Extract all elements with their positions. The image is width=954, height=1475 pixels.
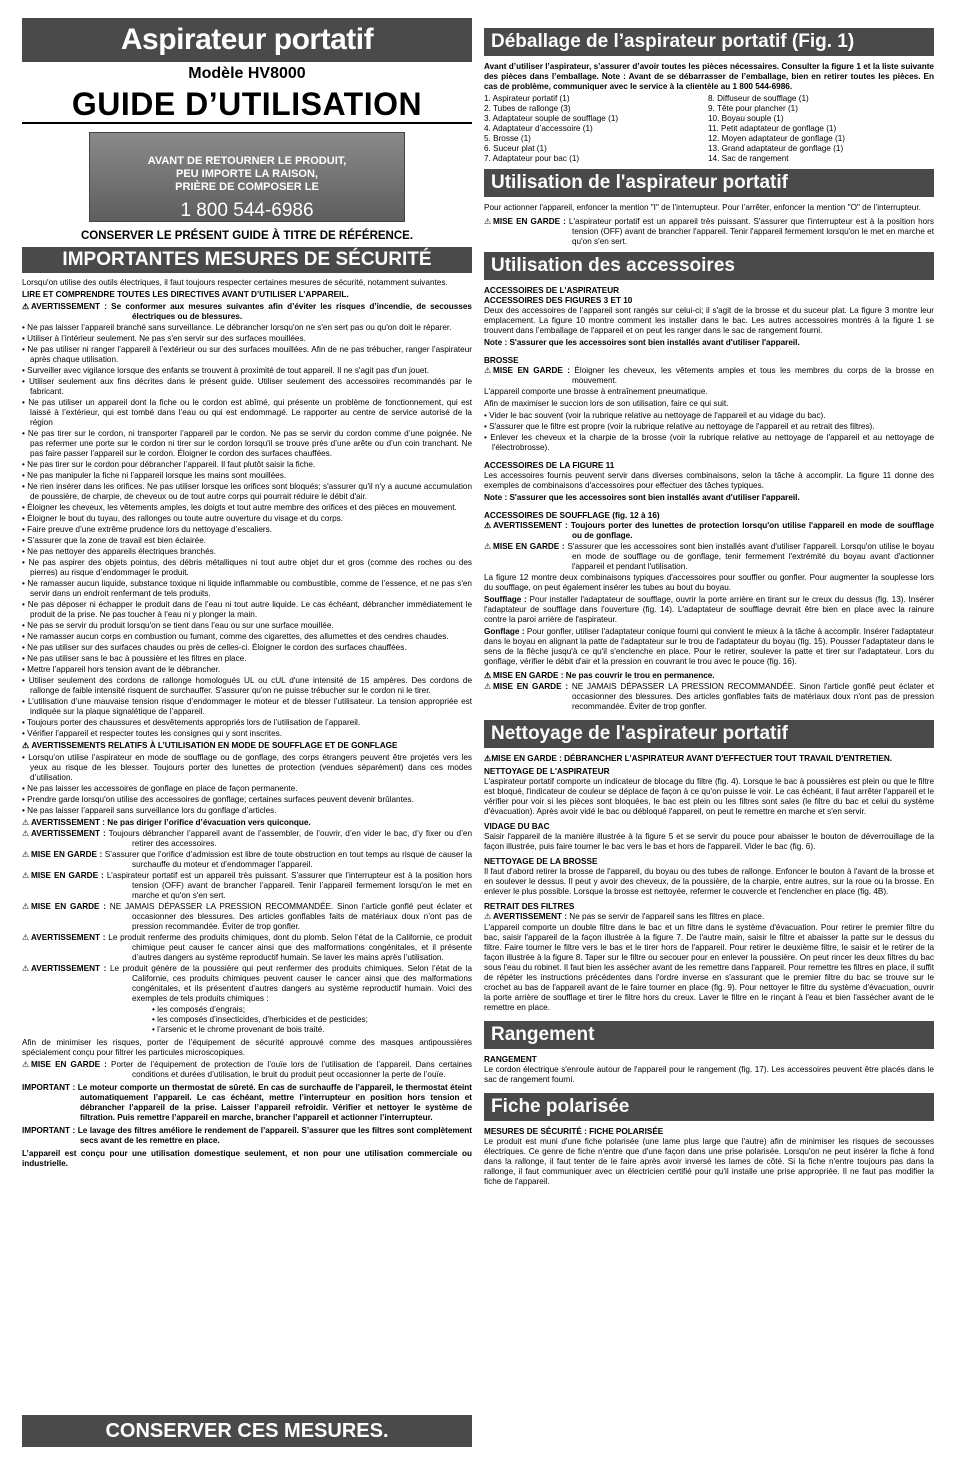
cleaning-heading-4: RETRAIT DES FILTRES (484, 902, 575, 911)
brush-bullet: • Enlever les cheveux et la charpie de la brosse (voir la rubrique relative au nettoyage de l'appareil et au nettoyage de l'électrobrosse). (484, 433, 934, 453)
warning-icon: ⚠ (22, 301, 30, 311)
right-column (484, 28, 934, 1189)
brush-warning: ⚠ MISE EN GARDE : Éloigner les cheveux, les vêtements amples et tous les membres du corps de la brosse en mouvement. (484, 366, 934, 385)
blow-warnings-title: ⚠ AVERTISSEMENTS RELATIFS À L’UTILISATION EN MODE DE SOUFFLAGE ET DE GONFLAGE (22, 740, 398, 750)
warning-icon: ⚠ (484, 754, 492, 763)
warning-icon: ⚠ (22, 740, 32, 750)
safety-bullet: • Ne pas utiliser un appareil dont la fiche ou le cordon est abîmé, qui présente un problème de fonctionnement, qui est laissé à l’extérieur, qui est tombé dans l’eau ou qui est endommagé. Le rapporter au centre de service autorisé de la région (22, 398, 472, 428)
warning-icon: ⚠ (22, 828, 30, 838)
blow-soufflage: Soufflage : Pour installer l'adaptateur de soufflage, ouvrir la porte arrière en tirant sur le creux du dessus (fig. 13). Insérer l'adaptateur de soufflage dans l'ouverture (fig. 14). L'adaptateur de soufflage devrait être bien en place avec la rainure contre la paroi arrière de l'aspirateur. (484, 595, 934, 624)
safety-bullet: • Ne pas nettoyer des appareils électriques branchés. (22, 547, 472, 557)
cleaning-heading-2: VIDAGE DU BAC (484, 822, 550, 831)
chemical-list: • les composés d’engrais; • les composés d’insecticides, d’herbicides et de pesticides; • l’arsenic et le chrome provenant de bois traité. (22, 1005, 472, 1035)
brush-bullet: • S'assurer que le filtre est propre (voir la rubrique relative au nettoyage de l'appareil et au retrait des filtres). (484, 422, 934, 432)
warning-icon: ⚠ (484, 542, 492, 551)
cleaning-text-4: L'appareil comporte un double filtre dans le bac et un filtre dans le système d'évacuation. Pour retirer le premier filtre du bac, saisir l'appareil de la façon illustrée à la figure 7. De l'autre main, saisir le filtre et abaisser la patte sur le dessus du filtre. Faire tourner le filtre vers le bas et le tirer hors de l'appareil. Pour retirer le deuxième filtre, le saisir et le retirer de la façon illustrée à la figure 8. Taper sur le filtre ou secouer pour en enlever la poussière. On peut rincer les deux filtres du bac sous l'eau du robinet. Il faut bien les assécher avant de les remettre dans l'appareil. Pour remettre les filtres en place, il suffit de répéter les instructions précédentes dans l'ordre inverse en s'assurant que le premier filtre du bac se trouve sur le crochet au bas de l'appareil avant de le faire tourner en place (fig. 9). Pour nettoyer le filtre du système d'évacuation, ouvrir la porte arrière de soufflage et tirer le filtre hors du creux. Laver le filtre en le rinçant à l'eau et bien l'assécher avant de le remettre en place. (484, 923, 934, 1012)
cleaning-heading-3: NETTOYAGE DE LA BROSSE (484, 857, 598, 866)
warning-item: ⚠ AVERTISSEMENT : Ne pas diriger l’orifice d’évacuation vers quiconque. (22, 817, 311, 827)
brush-heading: BROSSE (484, 356, 519, 365)
part-item: 4. Adaptateur d’accessoire (1) (484, 124, 593, 133)
storage-title: Rangement (484, 1021, 934, 1049)
safety-title: IMPORTANTES MESURES DE SÉCURITÉ (22, 247, 472, 273)
blow-bullet: • Ne pas laisser les accessoires de gonflage en place de façon permanente. (22, 784, 472, 794)
product-title: Aspirateur portatif (22, 18, 472, 62)
safety-intro: Lorsqu'on utilise des outils électriques, il faut toujours respecter certaines mesures de sécurité, notamment suivantes. (22, 277, 448, 287)
safety-read-all: LIRE ET COMPRENDRE TOUTES LES DIRECTIVES AVANT D’UTILISER L’APPAREIL. (22, 289, 349, 299)
warning-icon: ⚠ (484, 217, 492, 226)
blow-warning-1: ⚠ AVERTISSEMENT : Toujours porter des lunettes de protection lorsqu'on utilise l'appareil en mode de soufflage ou de gonflage. (484, 521, 935, 540)
acc-heading-2: ACCESSOIRES DES FIGURES 3 ET 10 (484, 296, 633, 305)
safety-bullet: • Ne pas utiliser sur des surfaces chaudes ou près de celles-ci. Éloigner le cordon des surfaces chauffées. (22, 643, 472, 653)
part-item: 3. Adaptateur souple de soufflage (1) (484, 114, 619, 123)
warning-icon: ⚠ (484, 682, 492, 691)
safety-bullet: • Ne pas se servir du produit lorsqu'on se tient dans l’eau ou sur une surface mouillée. (22, 621, 472, 631)
safety-bullet: • Ne ramasser aucun corps en combustion ou fumant, comme des cigarettes, des allumettes et des cendres chaudes. (22, 632, 472, 642)
safety-bullet: • Toujours porter des chaussures et desvêtements appropriés lors de l’utilisation de l’appareil. (22, 718, 472, 728)
notice-phone: 1 800 544-6986 (180, 199, 314, 221)
blow-bullet: • Ne pas laisser l’appareil sans surveillance lors du gonflage d’articles. (22, 806, 472, 816)
blow-warning-3: ⚠ MISE EN GARDE : Ne pas couvrir le trou en permanence. (484, 671, 715, 680)
safety-bullet: • Mettre l’appareil hors tension avant de le débrancher. (22, 665, 472, 675)
part-item: 14. Sac de rangement (708, 154, 789, 163)
safety-bullet: • Utiliser seulement aux fins décrites dans le présent guide. Utiliser seulement des accessoires recommandés par le fabricant. (22, 377, 472, 397)
warning-icon: ⚠ (22, 963, 30, 973)
blow-warning-4: ⚠ MISE EN GARDE : NE JAMAIS DÉPASSER LA PRESSION RECOMMANDÉE. Sinon l'article gonflé peut éclater et occasionner des blessures. Des articles gonflables faits de matériaux doux n'ont pas de pression recommandée. Éviter de trop gonfler. (484, 682, 934, 711)
cleaning-warning: ⚠MISE EN GARDE : DÉBRANCHER L'ASPIRATEUR AVANT D'EFFECTUER TOUT TRAVAIL D'ENTRETIEN. (484, 754, 893, 763)
warning-icon: ⚠ (22, 1059, 30, 1069)
storage-text: Le cordon électrique s'enroule autour de l'appareil pour le rangement (fig. 17). Les accessoires peuvent être placés dans le sac de rangement fourni. (484, 1065, 934, 1084)
domestic-use: L’appareil est conçu pour une utilisation domestique seulement, et non pour une utilisation commerciale ou industrielle. (22, 1148, 472, 1168)
parts-list-left (484, 94, 684, 164)
part-item: 12. Moyen adaptateur de gonflage (1) (708, 134, 846, 143)
safety-bullet: • Ne pas manipuler la fiche ni l’appareil lorsque les mains sont mouillées. (22, 471, 472, 481)
safety-bullet: • Utiliser seulement des cordons de rallonge homologués UL ou cUL d'une intensité de 15 ampères. Des cordons de rallonge de faible intensité risquent de surchauffer. S'assurer qu'on ne puisse trébucher sur le cordon ni le tirer. (22, 676, 472, 696)
safety-bullet: • Vérifier l’appareil et respecter toutes les consignes qui y sont inscrites. (22, 729, 472, 739)
safety-bullet: • Ne pas aspirer des objets pointus, des débris métalliques ni tout autre objet dur et gros (comme des roches ou des pierres) au risque d’endommager le produit. (22, 558, 472, 578)
guide-rule (22, 122, 472, 124)
fig11-note: Note : S'assurer que les accessoires sont bien installés avant d'utiliser l'appareil. (484, 493, 800, 502)
part-item: 10. Boyau souple (1) (708, 114, 784, 123)
part-item: 8. Diffuseur de soufflage (1) (708, 94, 809, 103)
brush-text-2: Afin de maximiser le succion lors de son utilisation, faire ce qui suit. (484, 399, 729, 408)
footer-conserve: CONSERVER CES MESURES. (22, 1415, 472, 1447)
warning-icon: ⚠ (22, 932, 30, 942)
safety-bullet: • Ne pas tirer sur le cordon pour débrancher l’appareil. Il faut plutôt saisir la fiche. (22, 460, 472, 470)
part-item: 7. Adaptateur pour bac (1) (484, 154, 580, 163)
blow-bullet: • Prendre garde lorsqu'on utilise des accessoires de gonflage; certaines surfaces peuvent devenir brûlantes. (22, 795, 472, 805)
part-item: 9. Tête pour plancher (1) (708, 104, 798, 113)
warning-icon: ⚠ (22, 901, 30, 911)
storage-heading: RANGEMENT (484, 1055, 537, 1064)
part-item: 5. Brosse (1) (484, 134, 531, 143)
warning-item: ⚠ MISE EN GARDE : NE JAMAIS DÉPASSER LA PRESSION RECOMMANDÉE. Sinon l’article gonflé peut éclater et occasionner des blessures. Des articles gonflables faits de matériaux doux n’ont pas de pression recommandée. Éviter de trop gonfler. (22, 901, 472, 931)
cleaning-heading-1: NETTOYAGE DE L'ASPIRATEUR (484, 767, 610, 776)
cleaning-text-3: Il faut d'abord retirer la brosse de l'appareil, du boyau ou des tubes de rallonge. Enfoncer le bouton à l'avant de la brosse et en soulever le dessus. Il peut y avoir des cheveux, de la poussière, de la charpie, entre autres, sur la roue ou la brosse. En enlever le plus possible. Lorsque la brosse est nettoyée, refermer le couvercle et l'enclencher en place (fig. 4B). (484, 867, 934, 896)
safety-bullets (22, 323, 472, 739)
warning-hearing: ⚠ MISE EN GARDE : Porter de l’équipement de protection de l’ouïe lors de l’utilisation de l’appareil. Dans certaines conditions et durées d’utilisation, le bruit du produit peut occasionner la perte de l’ouïe. (22, 1059, 473, 1079)
acc-heading-1: ACCESSOIRES DE L'ASPIRATEUR (484, 286, 620, 295)
safety-bullet: • Surveiller avec vigilance lorsque des enfants se trouvent à proximité de tout appareil. Il ne s'agit pas d'un jouet. (22, 366, 472, 376)
guide-title: GUIDE D’UTILISATION (71, 85, 423, 122)
blow-text: La figure 12 montre deux combinaisons typiques d'accessoires pour souffler ou gonfler. Pour augmenter la souplesse lors du soufflage, on peut également insérer les tubes au bout du boyau. (484, 573, 934, 592)
safety-bullet: • S’assurer que la zone de travail est bien éclairée. (22, 536, 472, 546)
use-text: Pour actionner l'appareil, enfoncer la mention "I" de l’interrupteur. Pour l’arrêter, enfoncer la mention "O" de l’interrupteur. (484, 203, 921, 212)
warning-item: ⚠ MISE EN GARDE : S’assurer que l’orifice d’admission est libre de toute obstruction en tout temps au risque de causer la surchauffe du moteur et d’endommager l’appareil. (22, 849, 472, 869)
unpack-title: Déballage de l’aspirateur portatif (Fig. 1) (484, 28, 934, 56)
use-title: Utilisation de l'aspirateur portatif (484, 169, 934, 197)
plug-heading: MESURES DE SÉCURITÉ : FICHE POLARISÉE (484, 1127, 664, 1136)
blow-bullets (22, 753, 472, 816)
cleaning-title: Nettoyage de l'aspirateur portatif (484, 720, 934, 748)
warning-icon: ⚠ (484, 366, 492, 375)
warning-fire: ⚠ AVERTISSEMENT : Se conformer aux mesures suivantes afin d’éviter les risques d’incendie, de secousses électriques ou de blessures. (22, 301, 472, 321)
model-number: Modèle HV8000 (188, 65, 306, 82)
acc-text: Deux des accessoires de l’appareil sont rangés sur celui-ci; il s'agit de la brosse et du suceur plat. La figure 3 montre leur emplacement. La figure 10 montre comment les installer dans le bac. Les autres accessoires montrés à la figure 1 se trouvent dans l’emballage de l'appareil et on peut les ranger dans le sac de rangement fourni. (484, 306, 934, 335)
warning-icon: ⚠ (22, 817, 30, 827)
cleaning-text-2: Saisir l'appareil de la manière illustrée à la figure 5 et se servir du pouce pour abaisser le bouton de déverrouillage de la façon illustrée, puis faire tourner le bac vers le bas et hors de l'appareil. Vider le bac (fig. 6). (484, 832, 934, 851)
warning-icon: ⚠ (484, 671, 492, 680)
warning-icon: ⚠ (22, 849, 30, 859)
filter-warning: ⚠ AVERTISSEMENT : Ne pas se servir de l'appareil sans les filtres en place. (484, 912, 765, 921)
use-warning: ⚠ MISE EN GARDE : L'aspirateur portatif est un appareil très puissant. S'assurer que l'interrupteur est à la position hors tension (OFF) avant de brancher l'appareil. Tenir l'appareil fermement lorsqu'on le met en marche et qu'on s'en sert. (484, 217, 934, 246)
important-filters: IMPORTANT : Le lavage des filtres améliore le rendement de l’appareil. S’assurer que les filtres sont complètement secs avant de les remettre en place. (22, 1125, 473, 1145)
safety-bullet: • Ne pas tirer sur le cordon, ni transporter l’appareil par le cordon. Ne pas se servir du cordon comme d’une poignée. Ne pas refermer une porte sur le cordon ni tirer sur le cordon lorsqu'il se trouve près d’une arête ou d’un coin tranchant. Ne pas faire passer l’appareil sur le cordon. Éloigner le cordon des surfaces chauffées. (22, 429, 472, 459)
warning-item: ⚠ AVERTISSEMENT : Le produit renferme des produits chimiques, dont du plomb. Selon l’état de la Californie, ce produit chimique peut causer le cancer ainsi que des malformations congénitales, et il présente d’autres dangers au système reproductif humain. Se laver les mains après l’utilisation. (22, 932, 472, 962)
warning-icon: ⚠ (484, 912, 492, 921)
safety-bullet: • Ne pas utiliser sans le bac à poussière et les filtres en place. (22, 654, 472, 664)
parts-list-right (708, 94, 908, 164)
safety-bullet: • Ne pas utiliser ni ranger l’appareil à l’extérieur ou sur des surfaces mouillées. Afin de ne pas trébucher, ranger l’aspirateur après chaque utilisation. (22, 345, 472, 365)
warnings-list (22, 818, 472, 1004)
part-item: 1. Aspirateur portatif (1) (484, 94, 570, 103)
safety-bullet: • Éloigner les cheveux, les vêtements amples, les doigts et tout autre membre des orifices et des pièces en mouvement. (22, 503, 472, 513)
brush-bullet: • Vider le bac souvent (voir la rubrique relative au nettoyage de l'appareil et au vidage du bac). (484, 411, 934, 421)
brush-bullets (484, 411, 934, 453)
fig11-text: Les accessoires fournis peuvent servir dans diverses combinaisons, selon la tâche à accomplir. La figure 11 donne des exemples de combinaisons d'accessoires pour effectuer des tâches typiques. (484, 471, 934, 490)
return-notice-box (89, 132, 405, 222)
accessories-title: Utilisation des accessoires (484, 252, 934, 280)
blow-heading: ACCESSOIRES DE SOUFFLAGE (fig. 12 à 16) (484, 511, 660, 520)
plug-title: Fiche polarisée (484, 1093, 934, 1121)
return-notice-text: AVANT DE RETOURNER LE PRODUIT, PEU IMPORTE LA RAISON, PRIÈRE DE COMPOSER LE (147, 154, 347, 194)
mask-paragraph: Afin de minimiser les risques, porter de l’équipement de sécurité approuvé comme des masques antipoussières spécialement conçu pour filtrer les particules microscopiques. (22, 1037, 472, 1057)
fig11-heading: ACCESSOIRES DE LA FIGURE 11 (484, 461, 615, 470)
blow-warning-2: ⚠ MISE EN GARDE : S'assurer que les accessoires sont bien installés avant d'utiliser l'appareil. Lorsqu'on utilise le boyau en mode de soufflage ou de gonflage, tenir fermement l'extrémité du boyau avant d'actionner l'appareil et pendant l'utilisation. (484, 542, 935, 571)
cleaning-text-1: L'aspirateur portatif comporte un indicateur de blocage du filtre (fig. 4). Lorsque le bac à poussières est plein ou que le filtre est bloqué, l'indicateur de couleur se déplace de façon à ce qu'on puisse le voir. Le cas échéant, il faut arrêter l'appareil et le vérifier pour voir si les pièces sont bloquées, le bac est plein ou les filtres sont sales (le filtre du bac et celui du système d'évacuation). Après avoir vidé le bac ou débloqué l'appareil, on peut le remettre en marche et s'en servir. (484, 777, 934, 816)
warning-item: ⚠ AVERTISSEMENT : Toujours débrancher l’appareil avant de l’assembler, de l’ouvrir, d’en vider le bac, d’y fixer ou d’en retirer des accessoires. (22, 828, 472, 848)
warning-icon: ⚠ (22, 870, 30, 880)
parts-list (484, 94, 934, 164)
warning-item: ⚠ MISE EN GARDE : L’aspirateur portatif est un appareil très puissant. S’assurer que l’interrupteur est à la position hors tension (OFF) avant de brancher l’appareil. Tenir l’appareil fermement lorsqu'on le met en marche et qu'on s'en sert. (22, 870, 473, 900)
warning-item: ⚠ AVERTISSEMENT : Le produit génère de la poussière qui peut renfermer des produits chimiques. Selon l’état de la Californie, ces produits chimiques peuvent causer le cancer ainsi que des malformations congénitales, et ils présentent d’autres dangers au système reproductif humain. Voici des exemples de tels produits chimiques : (22, 963, 473, 1003)
safety-bullet: • Faire preuve d’une extrême prudence lors du nettoyage d’escaliers. (22, 525, 472, 535)
safety-bullet: • Utiliser à l’intérieur seulement. Ne pas s'en servir sur des surfaces mouillées. (22, 334, 472, 344)
blow-bullet: • Lorsqu’on utilise l’aspirateur en mode de soufflage ou de gonflage, des corps étrangers peuvent être projetés vers les yeux au risque de les blesser. Toujours porter des lunettes de protection (vendues séparément) dans ces modes d’utilisation. (22, 753, 472, 783)
acc-note: Note : S'assurer que les accessoires sont bien installés avant d'utiliser l'appareil. (484, 338, 800, 347)
part-item: 13. Grand adaptateur de gonflage (1) (708, 144, 844, 153)
keep-guide-notice: CONSERVER LE PRÉSENT GUIDE À TITRE DE RÉFÉRENCE. (80, 229, 414, 242)
brush-text-1: L'appareil comporte une brosse à entraînement pneumatique. (484, 387, 708, 396)
left-column (22, 18, 472, 1171)
unpack-intro: Avant d’utiliser l’aspirateur, s’assurer d’avoir toutes les pièces nécessaires. Consulter la figure 1 et la liste suivante des pièces dans l’emballage. Note : Avant de se débarrasser de l’emballage, bien en retirer toutes les pièces. En cas de problème, communiquer avec le service à la clientèle au 1 800 544-6986. (484, 62, 934, 91)
safety-bullet: • Éloigner le bout du tuyau, des rallonges ou toute autre ouverture du visage et du corps. (22, 514, 472, 524)
safety-bullet: • Ne rien insérer dans les orifices. Ne pas utiliser lorsque les orifices sont bloqués; s'assurer qu'il n'y a aucune accumulation de poussière, de charpie, de cheveux ou de tout autre corps qui pourrait réduire le débit d'air. (22, 482, 472, 502)
part-item: 6. Suceur plat (1) (484, 144, 547, 153)
blow-gonflage: Gonflage : Pour gonfler, utiliser l'adaptateur conique fourni qui convient le mieux à la tâche à accomplir. Insérer l'adaptateur dans le boyau en alignant la patte de l'adaptateur sur le trou de l'adaptateur du boyau (fig. 15). Pousser l'adaptateur dans le sens de la flèche jusqu'à ce qu'il s'enclenche en place. Pour le retirer, soulever la patte et tirer sur l'adaptateur. Lors du gonflage, vérifier le débit d'air et la pression en couvrant le trou avec le pouce (fig. 16). (484, 627, 935, 666)
safety-bullet: • L’utilisation d’une mauvaise tension risque d’endommager le moteur et de blesser l’utilisateur. La tension appropriée est indiquée sur la plaque signalétique de l’appareil. (22, 697, 472, 717)
warning-icon: ⚠ (484, 521, 492, 530)
plug-text: Le produit est muni d'une fiche polarisée (une lame plus large que l'autre) afin de minimiser les risques de secousses électriques. Ce genre de fiche n'entre que d'une façon dans une prise polarisée. Lorsqu'on ne peut insérer la fiche à fond dans la rallonge, il faut tenter de le faire après avoir inversé les lames de côté. Si la fiche n'entre toujours pas dans la rallonge, il faut communiquer avec un électricien certifié pour qu'il installe une prise appropriée. Il ne faut pas modifier la fiche de l'appareil. (484, 1137, 934, 1186)
part-item: 11. Petit adaptateur de gonflage (1) (708, 124, 837, 133)
important-thermostat: IMPORTANT : Le moteur comporte un thermostat de sûreté. En cas de surchauffe de l’appareil, le thermostat éteint automatiquement l’appareil. Le cas échéant, mettre l’interrupteur en position hors tension et débrancher l’appareil de la prise. Laisser l’appareil refroidir. Vérifier et nettoyer le système de filtration. Puis remettre l’appareil en marche, brancher l’appareil et actionner l’interrupteur. (22, 1082, 472, 1122)
safety-bullet: • Ne ramasser aucun liquide, substance toxique ni liquide inflammable ou combustible, comme de l’essence, et ne pas s'en servir dans un endroit renfermant de tels produits. (22, 579, 472, 599)
safety-bullet: • Ne pas laisser l’appareil branché sans surveillance. Le débrancher lorsqu'on ne s'en sert pas ou qu'on doit le réparer. (22, 323, 472, 333)
part-item: 2. Tubes de rallonge (3) (484, 104, 571, 113)
safety-bullet: • Ne pas déposer ni échapper le produit dans de l’eau ni tout autre liquide. Le cas échéant, débrancher immédiatement le produit de la prise. Ne pas toucher à l’eau ni y plonger la main. (22, 600, 472, 620)
